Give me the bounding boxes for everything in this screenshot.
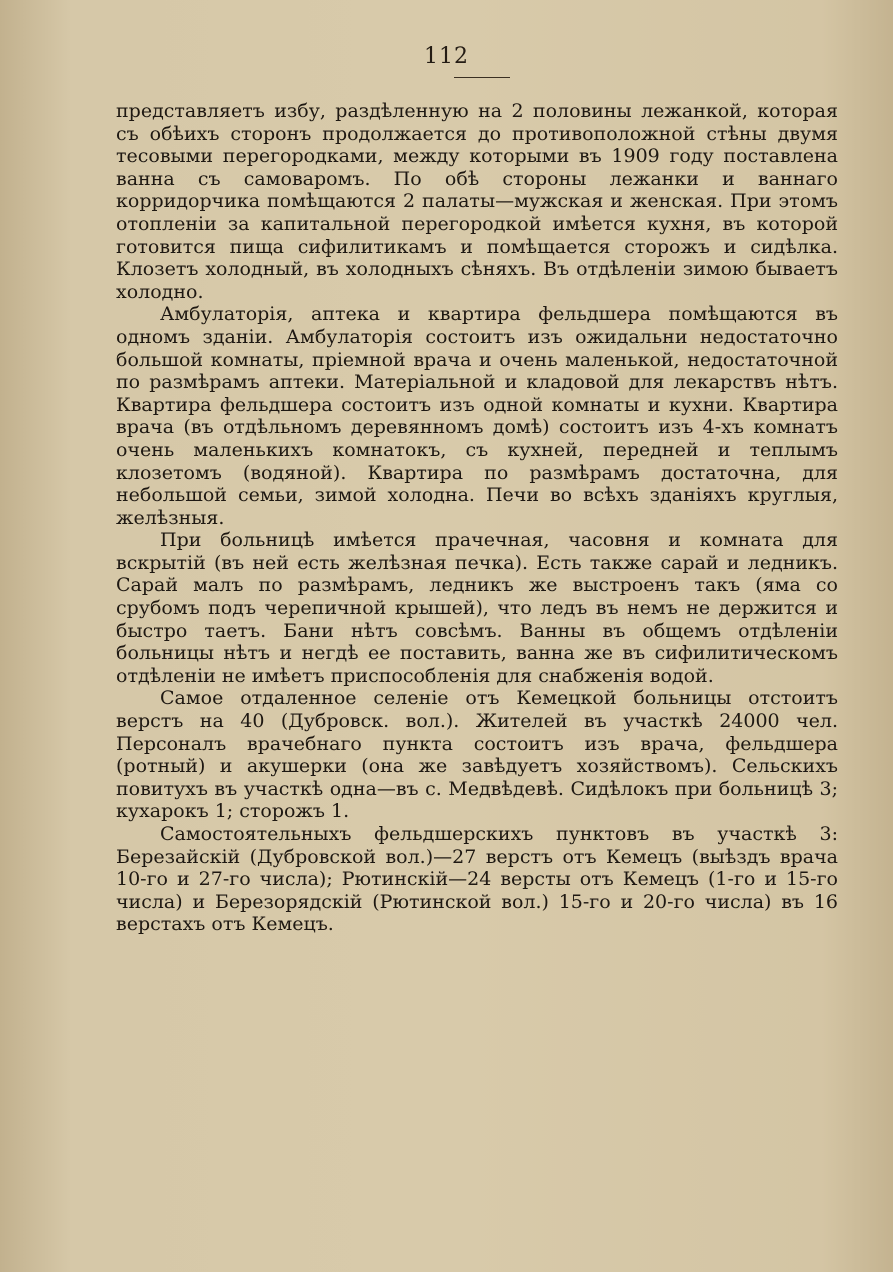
page-number-underline xyxy=(454,77,510,78)
paragraph-staff: Самое отдаленное селеніе отъ Кемецкой больницы отстоитъ верстъ на 40 (Дубровск. вол.). Жителей въ участкѣ 24000 чел. Персоналъ врачебнаго пункта состоитъ изъ врача, фельдшера (ротный) и акушерки (она же завѣдуетъ хозяйствомъ). Сельскихъ повитухъ въ участкѣ одна—въ с. Медвѣдевѣ. Сидѣлокъ при больницѣ 3; кухарокъ 1; сторожъ 1. xyxy=(116,687,838,823)
paragraph-outbuildings: При больницѣ имѣется прачечная, часовня и комната для вскрытій (въ ней есть желѣзная печка). Есть также сарай и ледникъ. Сарай малъ по размѣрамъ, ледникъ же выстроенъ такъ (яма со срубомъ подъ черепичной крышей), что ледъ въ немъ не держится и быстро таетъ. Бани нѣтъ совсѣмъ. Ванны въ общемъ отдѣленіи больницы нѣтъ и негдѣ ее поставить, ванна же въ сифилитическомъ отдѣленіи не имѣетъ приспособленія для снабженія водой. xyxy=(116,529,838,687)
body-text xyxy=(116,100,838,936)
paragraph-ambulatory: Амбулаторія, аптека и квартира фельдшера помѣщаются въ одномъ зданіи. Амбулаторія состоитъ изъ ожидальни недостаточно большой комнаты, пріемной врача и очень маленькой, недостаточной по размѣрамъ аптеки. Матеріальной и кладовой для лекарствъ нѣтъ. Квартира фельдшера состоитъ изъ одной комнаты и кухни. Квартира врача (въ отдѣльномъ деревянномъ домѣ) состоитъ изъ 4-хъ комнатъ очень маленькихъ комнатокъ, съ кухней, передней и теплымъ клозетомъ (водяной). Квартира по размѣрамъ достаточна, для небольшой семьи, зимой холодна. Печи во всѣхъ зданіяхъ круглыя, желѣзныя. xyxy=(116,303,838,529)
paragraph-feldsher-points: Самостоятельныхъ фельдшерскихъ пунктовъ въ участкѣ 3: Березайскій (Дубровской вол.)—27 верстъ отъ Кемецъ (выѣздъ врача 10-го и 27-го числа); Рютинскій—24 версты отъ Кемецъ (1-го и 15-го числа) и Березорядскій (Рютинской вол.) 15-го и 20-го числа) въ 16 верстахъ отъ Кемецъ. xyxy=(116,823,838,936)
paragraph-continuation: представляетъ избу, раздѣленную на 2 половины лежанкой, которая съ обѣихъ сторонъ продолжается до противоположной стѣны двумя тесовыми перегородками, между которыми въ 1909 году поставлена ванна съ самоваромъ. По обѣ стороны лежанки и ваннаго корридорчика помѣщаются 2 палаты—мужская и женская. При этомъ отопленіи за капитальной перегородкой имѣется кухня, въ которой готовится пища сифилитикамъ и помѣщается сторожъ и сидѣлка. Клозетъ холодный, въ холодныхъ сѣняхъ. Въ отдѣленіи зимою бываетъ холодно. xyxy=(116,100,838,303)
page-number: 112 xyxy=(424,44,469,69)
